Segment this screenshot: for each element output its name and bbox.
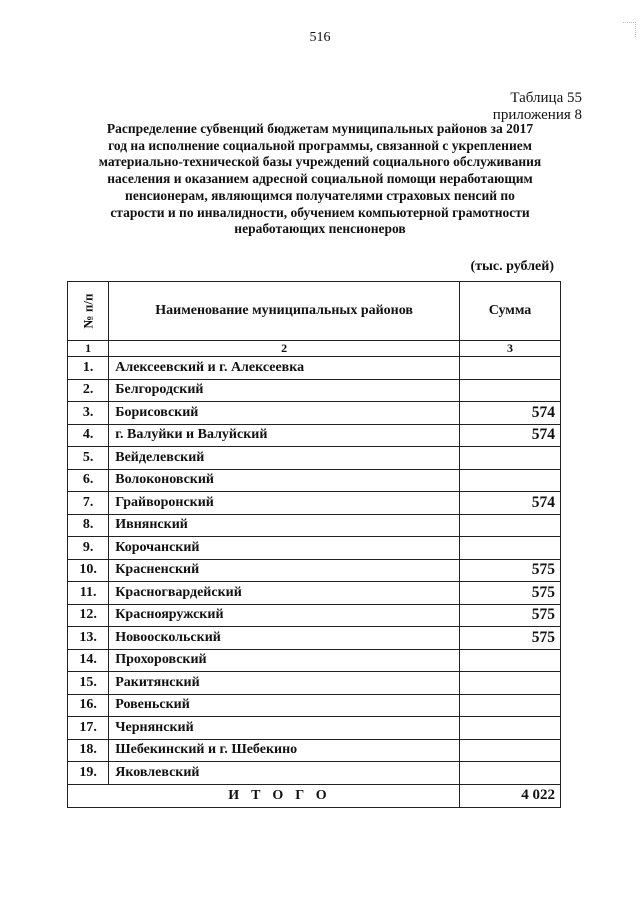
- table-row: [68, 582, 561, 605]
- sum-cell: [459, 514, 560, 537]
- row-number-cell: 3.: [68, 402, 109, 425]
- row-number-cell: 7.: [68, 492, 109, 515]
- table-row: [68, 447, 561, 470]
- district-name-cell: Волоконовский: [109, 469, 460, 492]
- table-row: [68, 402, 561, 425]
- row-number-cell: 1.: [68, 357, 109, 380]
- row-number-cell: 5.: [68, 447, 109, 470]
- column-number-2: 2: [109, 341, 460, 357]
- district-name-cell: Вейделевский: [109, 447, 460, 470]
- title-line: старости и по инвалидности, обучением компьютерной грамотности: [110, 204, 530, 220]
- sum-cell: [459, 357, 560, 380]
- table-ref-line-1: Таблица 55: [510, 90, 582, 106]
- table-row: [68, 739, 561, 762]
- row-number-cell: 10.: [68, 559, 109, 582]
- total-sum: 4 022: [459, 784, 560, 807]
- row-number-cell: 8.: [68, 514, 109, 537]
- table-ref-line-2: приложения 8: [492, 107, 582, 123]
- table-row: [68, 694, 561, 717]
- sum-cell: 575: [459, 559, 560, 582]
- table-row: [68, 649, 561, 672]
- row-number-cell: 16.: [68, 694, 109, 717]
- table-row: [68, 627, 561, 650]
- row-number-cell: 2.: [68, 379, 109, 402]
- title-line: неработающих пенсионеров: [234, 221, 406, 237]
- row-number-cell: 11.: [68, 582, 109, 605]
- table-row: [68, 357, 561, 380]
- district-name-cell: Белгородский: [109, 379, 460, 402]
- row-number-cell: 14.: [68, 649, 109, 672]
- sum-cell: 575: [459, 604, 560, 627]
- subventions-table: [67, 281, 561, 808]
- district-name-cell: Красногвардейский: [109, 582, 460, 605]
- sum-cell: [459, 672, 560, 695]
- sum-cell: 575: [459, 582, 560, 605]
- district-name-cell: Чернянский: [109, 717, 460, 740]
- sum-cell: [459, 694, 560, 717]
- row-number-cell: 15.: [68, 672, 109, 695]
- header-row: [68, 282, 561, 341]
- table-row: [68, 469, 561, 492]
- table-row: [68, 672, 561, 695]
- row-number-cell: 4.: [68, 424, 109, 447]
- district-name-cell: Краснояружский: [109, 604, 460, 627]
- district-name-cell: Корочанский: [109, 537, 460, 560]
- header-name-cell: Наименование муниципальных районов: [109, 282, 460, 341]
- units-label: (тыс. рублей): [470, 259, 554, 274]
- sum-cell: 574: [459, 492, 560, 515]
- table-row: [68, 717, 561, 740]
- row-number-cell: 19.: [68, 762, 109, 785]
- district-name-cell: Шебекинский и г. Шебекино: [109, 739, 460, 762]
- table-row: [68, 492, 561, 515]
- row-number-cell: 17.: [68, 717, 109, 740]
- total-row: [68, 784, 561, 807]
- district-name-cell: Ровеньский: [109, 694, 460, 717]
- district-name-cell: Алексеевский и г. Алексеевка: [109, 357, 460, 380]
- sum-cell: [459, 717, 560, 740]
- table-row: [68, 559, 561, 582]
- district-name-cell: Яковлевский: [109, 762, 460, 785]
- table-reference: [493, 90, 582, 124]
- district-name-cell: Красненский: [109, 559, 460, 582]
- document-title: [80, 121, 560, 238]
- row-number-cell: 6.: [68, 469, 109, 492]
- title-line: год на исполнение социальной программы, связанной с укреплением: [108, 137, 532, 153]
- sum-cell: 574: [459, 424, 560, 447]
- sum-cell: [459, 739, 560, 762]
- header-num-cell: [68, 282, 109, 341]
- sum-cell: [459, 447, 560, 470]
- table-row: [68, 537, 561, 560]
- column-number-1: 1: [68, 341, 109, 357]
- district-name-cell: Борисовский: [109, 402, 460, 425]
- sum-cell: [459, 469, 560, 492]
- title-line: материально-технической базы учреждений социального обслуживания: [98, 154, 542, 170]
- title-line: пенсионерам, являющимся получателями страховых пенсий по: [125, 187, 515, 203]
- district-name-cell: Прохоровский: [109, 649, 460, 672]
- title-line: Распределение субвенций бюджетам муниципальных районов за 2017: [106, 121, 534, 136]
- column-number-3: 3: [459, 341, 560, 357]
- table-row: [68, 762, 561, 785]
- table-row: [68, 379, 561, 402]
- sum-cell: [459, 379, 560, 402]
- row-number-cell: 9.: [68, 537, 109, 560]
- row-number-cell: 12.: [68, 604, 109, 627]
- header-sum-cell: Сумма: [459, 282, 560, 341]
- table-row: [68, 514, 561, 537]
- district-name-cell: Новооскольский: [109, 627, 460, 650]
- title-line: населения и оказанием адресной социальной помощи неработающим: [107, 171, 533, 187]
- sum-cell: [459, 762, 560, 785]
- sum-cell: [459, 649, 560, 672]
- sum-cell: [459, 537, 560, 560]
- sum-cell: 574: [459, 402, 560, 425]
- sum-cell: 575: [459, 627, 560, 650]
- district-name-cell: Грайворонский: [109, 492, 460, 515]
- column-numbers-row: [68, 341, 561, 357]
- row-number-cell: 13.: [68, 627, 109, 650]
- total-label: ИТОГО: [68, 784, 460, 807]
- district-name-cell: Ракитянский: [109, 672, 460, 695]
- page-number: 516: [309, 30, 331, 45]
- table-row: [68, 424, 561, 447]
- row-number-cell: 18.: [68, 739, 109, 762]
- district-name-cell: Ивнянский: [109, 514, 460, 537]
- district-name-cell: г. Валуйки и Валуйский: [109, 424, 460, 447]
- header-num-label: № п/п: [80, 293, 96, 328]
- table-row: [68, 604, 561, 627]
